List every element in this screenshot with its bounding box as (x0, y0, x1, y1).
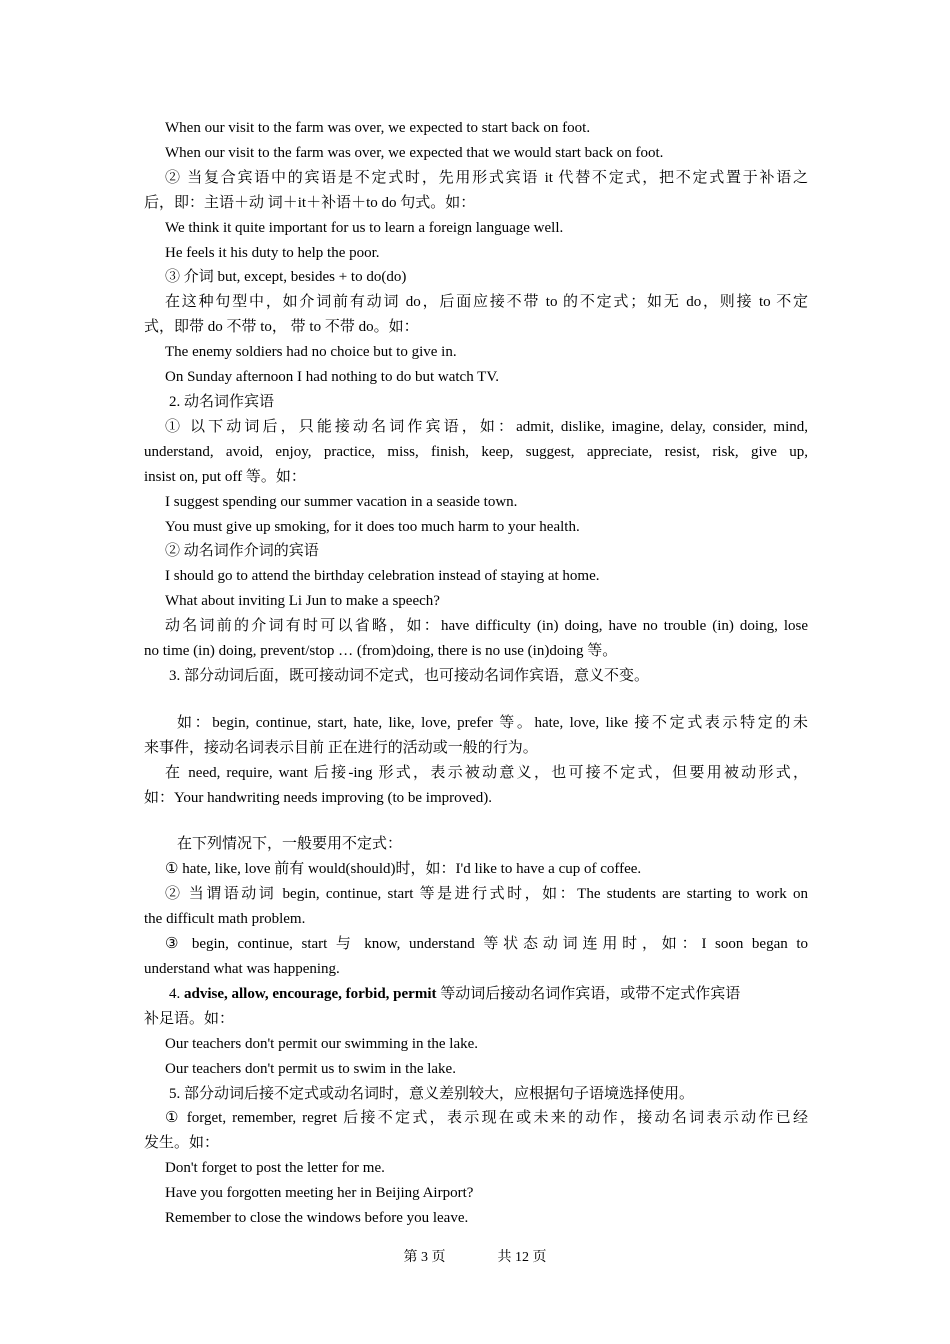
text-line: When our visit to the farm was over, we expected that we would start back on foot. (165, 144, 664, 161)
text-line: ① 以下动词后，只能接动名词作宾语，如：admit, dislike, imagine, delay, consider, mind, (165, 418, 808, 435)
text-line: He feels it his duty to help the poor. (165, 244, 380, 261)
text-line: 在 need, require, want 后接-ing 形式，表示被动意义，也可接不定式，但要用被动形式， (165, 764, 808, 781)
text-line: understand what was happening. (144, 961, 340, 977)
page-number: 第 3 页 (403, 1250, 446, 1265)
text-line: I should go to attend the birthday celebration instead of staying at home. (165, 568, 600, 585)
section-heading: 2. 动名词作宾语 (169, 393, 275, 410)
text-line: On Sunday afternoon I had nothing to do but watch TV. (165, 369, 499, 386)
blank-line (144, 689, 808, 711)
text-line: the difficult math problem. (144, 911, 306, 928)
section-text: 等动词后接动名词作宾语，或带不定式作宾语 (436, 985, 741, 1002)
text-line: I suggest spending our summer vacation in a seaside town. (165, 493, 518, 510)
page-footer (0, 1249, 950, 1267)
text-line: 如：Your handwriting needs improving (to be improved). (144, 789, 493, 806)
text-line: 后，即：主语＋动 词＋it＋补语＋to do 句式。如： (144, 194, 476, 211)
text-line: 式，即带 do 不带 to， 带 to 不带 do。如： (144, 319, 419, 336)
text-line: We think it quite important for us to learn a foreign language well. (165, 219, 564, 236)
text-line: What about inviting Li Jun to make a speech? (165, 593, 440, 610)
section-number: 4. (169, 985, 184, 1002)
blank-line (144, 810, 808, 832)
text-line: Remember to close the windows before you leave. (165, 1210, 469, 1227)
text-line: When our visit to the farm was over, we expected to start back on foot. (165, 120, 591, 136)
text-line: ③ 介词 but, except, besides + to do(do) (165, 269, 407, 286)
text-line: ① forget, remember, regret 后接不定式，表示现在或未来的动作，接动名词表示动作已经 (165, 1110, 808, 1127)
section-heading (144, 982, 808, 1007)
page-total: 共 12 页 (497, 1250, 547, 1265)
text-line: Have you forgotten meeting her in Beijing Airport? (165, 1185, 474, 1202)
text-line: understand, avoid, enjoy, practice, miss, finish, keep, suggest, appreciate, resist, risk, give up, (144, 443, 808, 460)
text-line: 在这种句型中，如介词前有动词 do，后面应接不带 to 的不定式；如无 do，则接 to 不定 (165, 294, 808, 311)
text-line: no time (in) doing, prevent/stop … (from)doing, there is no use (in)doing 等。 (144, 643, 618, 660)
section-heading: 3. 部分动词后面，既可接动词不定式，也可接动名词作宾语，意义不变。 (169, 667, 650, 684)
text-line: insist on, put off 等。如： (144, 468, 306, 485)
text-line: Our teachers don't permit us to swim in the lake. (165, 1060, 456, 1077)
text-line: Our teachers don't permit our swimming in the lake. (165, 1035, 479, 1052)
text-line: ② 动名词作介词的宾语 (165, 543, 319, 560)
text-line: ② 当复合宾语中的宾语是不定式时，先用形式宾语 it 代替不定式，把不定式置于补语之 (165, 169, 808, 186)
text-line: You must give up smoking, for it does too much harm to your health. (165, 518, 580, 535)
text-line: 发生。如： (144, 1135, 220, 1152)
document-body (144, 116, 808, 1231)
text-line: The enemy soldiers had no choice but to give in. (165, 344, 457, 361)
text-line: ② 当谓语动词 begin, continue, start 等是进行式时，如：The students are starting to work on (165, 886, 808, 903)
bold-verb-list: advise, allow, encourage, forbid, permit (184, 985, 437, 1002)
text-line: ③ begin, continue, start 与 know, understand 等状态动词连用时，如：I soon began to (165, 936, 808, 953)
text-line: 补足语。如： (144, 1010, 235, 1027)
text-line: 在下列情况下，一般要用不定式： (177, 836, 403, 853)
text-line: 来事件，接动名词表示目前 正在进行的活动或一般的行为。 (144, 739, 538, 756)
section-heading: 5. 部分动词后接不定式或动名词时，意义差别较大，应根据句子语境选择使用。 (169, 1085, 695, 1102)
text-line: 如：begin, continue, start, hate, like, love, prefer 等。hate, love, like 接不定式表示特定的未 (177, 714, 808, 731)
text-line: ① hate, like, love 前有 would(should)时，如：I'd like to have a cup of coffee. (165, 861, 642, 878)
text-line: Don't forget to post the letter for me. (165, 1160, 385, 1177)
text-line: 动名词前的介词有时可以省略，如：have difficulty (in) doing, have no trouble (in) doing, lose (165, 618, 808, 635)
